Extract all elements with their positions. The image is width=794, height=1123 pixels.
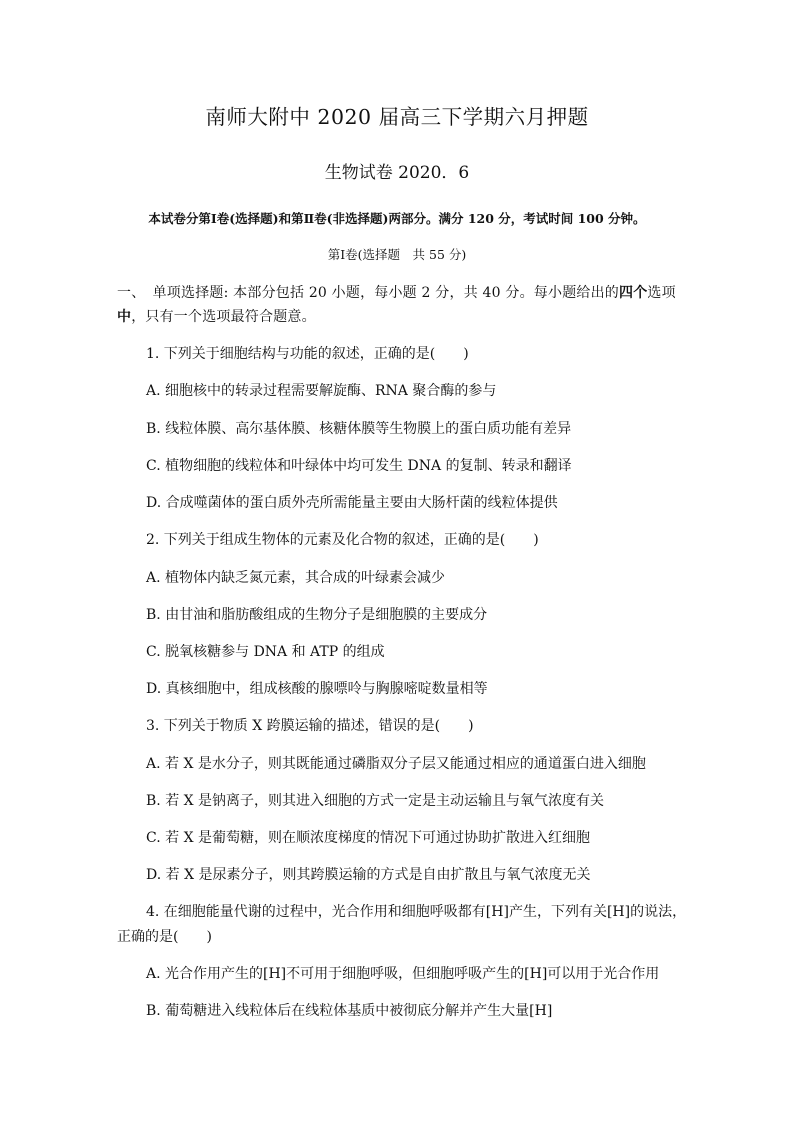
question-4-stem-line1: 4. 在细胞能量代谢的过程中，光合作用和细胞呼吸都有[H]产生，下列有关[H]的说法， (146, 904, 687, 920)
question-2-option-d: D. 真核细胞中，组成核酸的腺嘌呤与胸腺嘧啶数量相等 (146, 681, 488, 697)
question-1-stem: 1. 下列关于细胞结构与功能的叙述，正确的是( ) (146, 346, 469, 362)
question-3-stem: 3. 下列关于物质 X 跨膜运输的描述，错误的是( ) (146, 718, 474, 734)
exam-intro: 本试卷分第Ⅰ卷(选择题)和第Ⅱ卷(非选择题)两部分。满分 120 分，考试时间 100 分钟。 (148, 211, 646, 226)
question-1-option-d: D. 合成噬菌体的蛋白质外壳所需能量主要由大肠杆菌的线粒体提供 (146, 495, 558, 511)
question-3-option-a: A. 若 X 是水分子，则其既能通过磷脂双分子层又能通过相应的通道蛋白进入细胞 (146, 756, 646, 772)
question-3-option-c: C. 若 X 是葡萄糖，则在顺浓度梯度的情况下可通过协助扩散进入红细胞 (146, 830, 590, 846)
section1-bold-b: 中 (117, 309, 132, 325)
part1-heading: 第Ⅰ卷(选择题 共 55 分) (327, 247, 467, 262)
section1-text-c: ，只有一个选项最符合题意。 (131, 309, 316, 325)
question-2-stem: 2. 下列关于组成生物体的元素及化合物的叙述，正确的是( ) (146, 532, 539, 548)
question-3-option-b: B. 若 X 是钠离子，则其进入细胞的方式一定是主动运输且与氧气浓度有关 (146, 793, 605, 809)
question-2-option-b: B. 由甘油和脂肪酸组成的生物分子是细胞膜的主要成分 (146, 607, 488, 623)
question-1-option-a: A. 细胞核中的转录过程需要解旋酶、RNA 聚合酶的参与 (146, 383, 497, 399)
exam-subtitle: 生物试卷 2020．6 (324, 163, 470, 183)
question-2-option-a: A. 植物体内缺乏氮元素，其合成的叶绿素会减少 (146, 570, 446, 586)
question-4-option-b: B. 葡萄糖进入线粒体后在线粒体基质中被彻底分解并产生大量[H] (146, 1003, 553, 1019)
section1-bold-a: 四个 (619, 285, 648, 301)
question-4-option-a: A. 光合作用产生的[H]不可用于细胞呼吸，但细胞呼吸产生的[H]可以用于光合作用 (146, 966, 660, 982)
section1-text-a: 一、 单项选择题: 本部分包括 20 小题，每小题 2 分，共 40 分。每小题给出的 (117, 285, 620, 301)
exam-title: 南师大附中 2020 届高三下学期六月押题 (205, 105, 589, 129)
section1-instruction-line1 (117, 284, 676, 302)
section1-instruction-line2 (117, 308, 316, 326)
question-4-stem-line2: 正确的是( ) (117, 929, 212, 945)
question-2-option-c: C. 脱氧核糖参与 DNA 和 ATP 的组成 (146, 644, 385, 660)
question-1-option-c: C. 植物细胞的线粒体和叶绿体中均可发生 DNA 的复制、转录和翻译 (146, 458, 572, 474)
section1-text-b: 选项 (647, 285, 676, 301)
question-3-option-d: D. 若 X 是尿素分子，则其跨膜运输的方式是自由扩散且与氧气浓度无关 (146, 867, 591, 883)
question-1-option-b: B. 线粒体膜、高尔基体膜、核糖体膜等生物膜上的蛋白质功能有差异 (146, 421, 572, 437)
